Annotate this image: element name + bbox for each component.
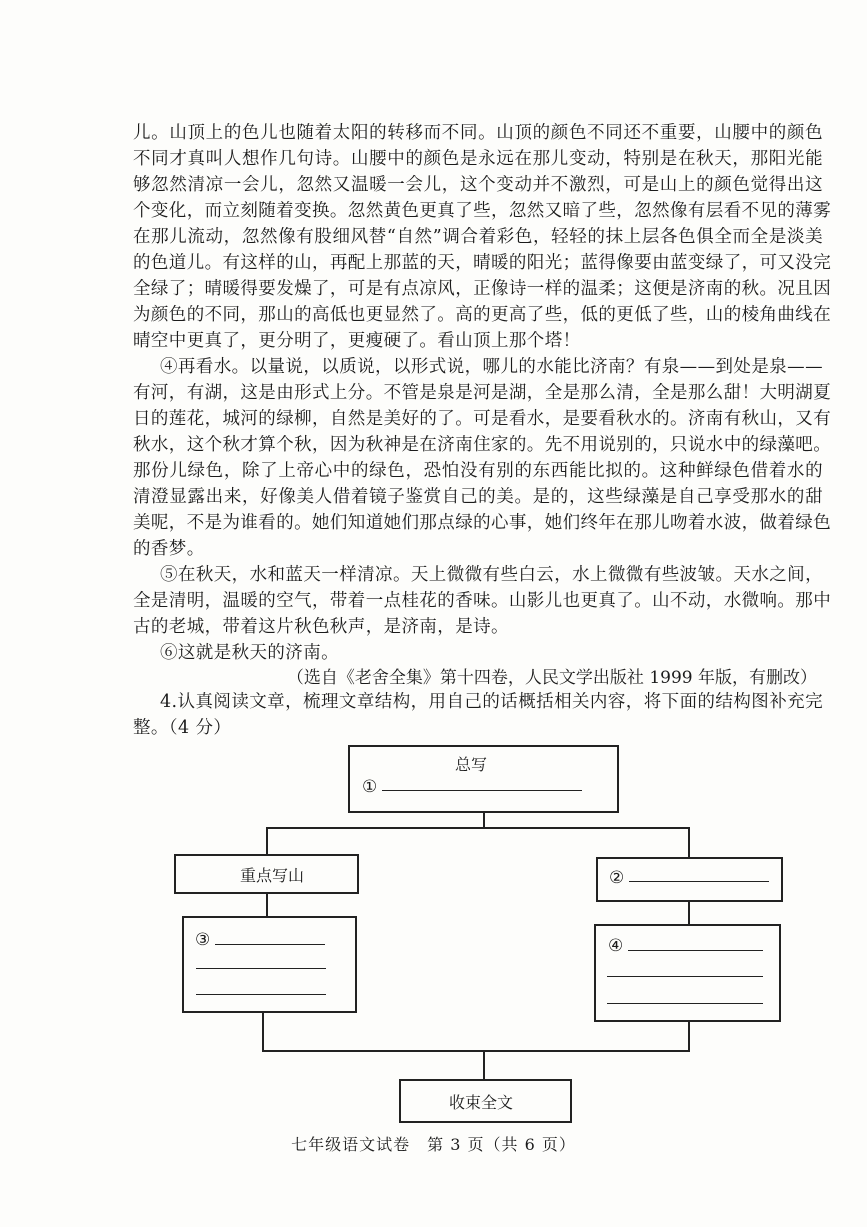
passage-line: ④再看水。以量说，以质说，以形式说，哪儿的水能比济南？有泉——到处是泉—— — [160, 357, 823, 377]
connector — [266, 827, 268, 855]
passage-line: 有河，有湖，这是由形式上分。不管是泉是河是湖，全是那么清，全是那么甜！大明湖夏 — [133, 383, 832, 403]
box-conclusion-label: 收束全文 — [449, 1093, 514, 1112]
passage-line: 古的老城，带着这片秋色秋声，是济南，是诗。 — [133, 617, 509, 637]
passage-line: ⑥这就是秋天的济南。 — [160, 643, 339, 663]
connector — [483, 1050, 485, 1080]
page-footer: 七年级语文试卷 第 3 页（共 6 页） — [291, 1135, 576, 1154]
answer-blank-1[interactable] — [382, 790, 582, 791]
connector — [266, 827, 690, 829]
passage-line: 不同才真叫人想作几句诗。山腰中的颜色是永远在那儿变动，特别是在秋天，那阳光能 — [133, 149, 823, 169]
passage-line: 个变化，而立刻随着变换。忽然黄色更真了些，忽然又暗了些，忽然像有层看不见的薄雾 — [133, 201, 832, 221]
passage-line: 美呢，不是为谁看的。她们知道她们那点绿的心事，她们终年在那儿吻着水波，做着绿色 — [133, 513, 832, 533]
passage-line: 的香梦。 — [133, 539, 205, 559]
connector — [262, 1012, 264, 1052]
connector — [688, 901, 690, 925]
passage-source: （选自《老舍全集》第十四卷，人民文学出版社 1999 年版，有删改） — [286, 668, 817, 688]
passage-line: 清澄显露出来，好像美人借着镜子鉴赏自己的美。是的，这些绿藻是自己享受那水的甜 — [133, 487, 823, 507]
passage-line: 在那儿流动，忽然像有股细风替“自然”调合着彩色，轻轻的抹上层各色俱全而全是淡美 — [133, 227, 823, 247]
passage-line: 全绿了；晴暖得要发燥了，可是有点凉风，正像诗一样的温柔；这便是济南的秋。况且因 — [133, 279, 832, 299]
connector — [262, 1050, 690, 1052]
passage-line: 日的莲花，城河的绿柳，自然是美好的了。可是看水，是要看秋水的。济南有秋山，又有 — [133, 409, 832, 429]
answer-blank-4c[interactable] — [607, 1003, 763, 1004]
connector — [483, 813, 485, 828]
box-overview-title: 总写 — [455, 755, 488, 774]
passage-line: 全是清明，温暖的空气，带着一点桂花的香味。山影儿也更真了。山不动，水微响。那中 — [133, 591, 832, 611]
passage-line: 晴空中更真了，更分明了，更瘦硬了。看山顶上那个塔！ — [133, 331, 581, 351]
answer-blank-4b[interactable] — [607, 976, 763, 977]
blank-marker-2: ② — [609, 868, 625, 888]
blank-marker-4: ④ — [608, 936, 624, 956]
passage-line: 秋水，这个秋才算个秋，因为秋神是在济南住家的。先不用说别的，只说水中的绿藻吧。 — [133, 435, 832, 455]
connector — [688, 827, 690, 857]
blank-marker-3: ③ — [195, 930, 211, 950]
question-line: 4.认真阅读文章，梳理文章结构，用自己的话概括相关内容，将下面的结构图补充完 — [160, 692, 823, 712]
passage-line: ⑤在秋天，水和蓝天一样清凉。天上微微有些白云，水上微微有些波皱。天水之间， — [160, 565, 823, 585]
passage-line: 够忽然清凉一会儿，忽然又温暖一会儿，这个变动并不激烈，可是山上的颜色觉得出这 — [133, 175, 823, 195]
box-mountain-label: 重点写山 — [240, 866, 305, 885]
answer-blank-3a[interactable] — [215, 944, 325, 945]
answer-blank-3c[interactable] — [196, 994, 326, 995]
blank-marker-1: ① — [362, 777, 378, 797]
connector — [266, 893, 268, 917]
passage-line: 的色道儿。有这样的山，再配上那蓝的天，晴暖的阳光；蓝得像要由蓝变绿了，可又没完 — [133, 253, 832, 273]
answer-blank-4a[interactable] — [628, 950, 763, 951]
connector — [688, 1021, 690, 1052]
answer-blank-3b[interactable] — [196, 968, 326, 969]
passage-line: 为颜色的不同，那山的高低也更显然了。高的更高了些，低的更低了些，山的棱角曲线在 — [133, 305, 832, 325]
answer-blank-2[interactable] — [629, 881, 769, 882]
passage-line: 那份儿绿色，除了上帝心中的绿色，恐怕没有别的东西能比拟的。这种鲜绿色借着水的 — [133, 461, 823, 481]
passage-line: 儿。山顶上的色儿也随着太阳的转移而不同。山顶的颜色不同还不重要，山腰中的颜色 — [133, 123, 823, 143]
question-line: 整。（4 分） — [133, 718, 232, 738]
